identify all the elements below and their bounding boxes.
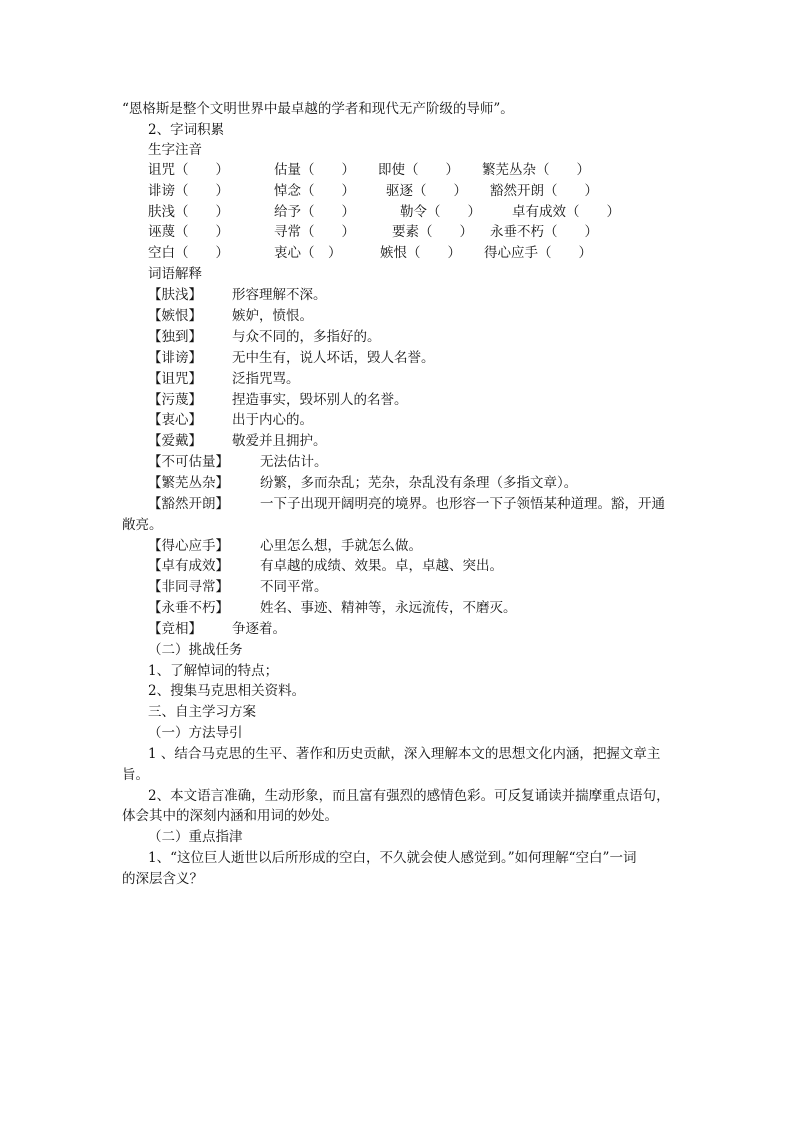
vocab-heading: 词语解释 <box>148 266 202 282</box>
method-item-2: 2、本文语言准确，生动形象，而且富有强烈的感情色彩。可反复诵读并揣摩重点语句， <box>148 788 670 804</box>
vocab-term: 【繁芜丛杂】 <box>148 475 229 491</box>
pinyin-cell: 空白（ ） <box>148 245 229 261</box>
vocab-definition: 不同平常。 <box>260 579 328 595</box>
vocab-definition: 有卓越的成绩、效果。卓，卓越、突出。 <box>260 558 503 574</box>
pinyin-heading: 生字注音 <box>148 142 202 158</box>
vocab-definition: 捏造事实，毁坏别人的名誉。 <box>232 392 408 408</box>
pinyin-cell: 寻常（ ） <box>274 224 355 240</box>
vocab-definition: 无中生有，说人坏话，毁人名誉。 <box>232 350 435 366</box>
pinyin-cell: 要素（ ） <box>392 224 473 240</box>
method-heading: （一）方法导引 <box>148 725 243 741</box>
vocab-term: 【永垂不朽】 <box>148 600 229 616</box>
vocab-term: 【嫉恨】 <box>148 308 202 324</box>
vocab-term: 【爱戴】 <box>148 433 202 449</box>
pinyin-cell: 豁然开朗（ ） <box>490 183 598 199</box>
challenge-heading: （二）挑战任务 <box>148 642 243 658</box>
pinyin-cell: 勒令（ ） <box>400 204 481 220</box>
challenge-item: 2、搜集马克思相关资料。 <box>148 683 306 699</box>
pinyin-cell: 繁芜丛杂（ ） <box>482 162 590 178</box>
vocab-definition: 姓名、事迹、精神等，永远流传，不磨灭。 <box>260 600 517 616</box>
self-study-heading: 三、自主学习方案 <box>148 704 256 720</box>
vocab-term: 【得心应手】 <box>148 538 229 554</box>
vocab-term: 【污蔑】 <box>148 392 202 408</box>
vocab-term: 【非同寻常】 <box>148 579 229 595</box>
vocab-term: 【衷心】 <box>148 412 202 428</box>
pinyin-cell: 估量（ ） <box>274 162 355 178</box>
pinyin-cell: 永垂不朽（ ） <box>490 224 598 240</box>
vocab-definition: 一下子出现开阔明亮的境界。也形容一下子领悟某种道理。豁，开通 <box>260 496 665 512</box>
vocab-term: 【竞相】 <box>148 621 202 637</box>
intro-quote: “恩格斯是整个文明世界中最卓越的学者和现代无产阶级的导师”。 <box>122 101 514 117</box>
section-heading-word-accumulation: 2、字词积累 <box>148 122 225 138</box>
vocab-definition: 敬爱并且拥护。 <box>232 433 327 449</box>
vocab-definition: 出于内心的。 <box>232 412 313 428</box>
vocab-term: 【诽谤】 <box>148 350 202 366</box>
pinyin-cell: 卓有成效（ ） <box>512 204 620 220</box>
pinyin-cell: 嫉恨（ ） <box>380 245 461 261</box>
vocab-definition: 纷繁，多而杂乱；芜杂，杂乱没有条理（多指文章）。 <box>260 475 578 491</box>
vocab-definition-continuation: 敞亮。 <box>122 517 163 533</box>
vocab-definition: 泛指咒骂。 <box>232 371 300 387</box>
vocab-definition: 嫉妒，愤恨。 <box>232 308 313 324</box>
vocab-term: 【不可估量】 <box>148 454 229 470</box>
pinyin-cell: 肤浅（ ） <box>148 204 229 220</box>
pinyin-cell: 驱逐（ ） <box>386 183 467 199</box>
challenge-item: 1、了解悼词的特点； <box>148 663 279 679</box>
vocab-term: 【肤浅】 <box>148 287 202 303</box>
vocab-term: 【独到】 <box>148 329 202 345</box>
vocab-definition: 与众不同的，多指好的。 <box>232 329 381 345</box>
vocab-definition: 形容理解不深。 <box>232 287 327 303</box>
method-item-2-continuation: 体会其中的深刻内涵和用词的妙处。 <box>122 808 338 824</box>
vocab-definition: 争逐着。 <box>232 621 286 637</box>
key-points-heading: （二）重点指津 <box>148 829 243 845</box>
key-point-1-continuation: 的深层含义？ <box>122 871 203 887</box>
pinyin-cell: 诽谤（ ） <box>148 183 229 199</box>
vocab-term: 【豁然开朗】 <box>148 496 229 512</box>
pinyin-cell: 给予（ ） <box>274 204 355 220</box>
vocab-definition: 无法估计。 <box>260 454 328 470</box>
pinyin-cell: 衷心（ ） <box>274 245 342 261</box>
key-point-1: 1、“这位巨人逝世以后所形成的空白，不久就会使人感觉到。”如何理解“空白”一词 <box>148 850 637 866</box>
vocab-definition: 心里怎么想，手就怎么做。 <box>260 538 422 554</box>
pinyin-cell: 得心应手（ ） <box>484 245 592 261</box>
method-item-1: 1 、结合马克思的生平、著作和历史贡献，深入理解本文的思想文化内涵，把握文章主 <box>148 746 661 762</box>
pinyin-cell: 诬蔑（ ） <box>148 224 229 240</box>
pinyin-cell: 悼念（ ） <box>274 183 355 199</box>
pinyin-cell: 即使（ ） <box>378 162 459 178</box>
method-item-1-continuation: 旨。 <box>122 767 149 783</box>
vocab-term: 【诅咒】 <box>148 371 202 387</box>
vocab-term: 【卓有成效】 <box>148 558 229 574</box>
pinyin-cell: 诅咒（ ） <box>148 162 229 178</box>
